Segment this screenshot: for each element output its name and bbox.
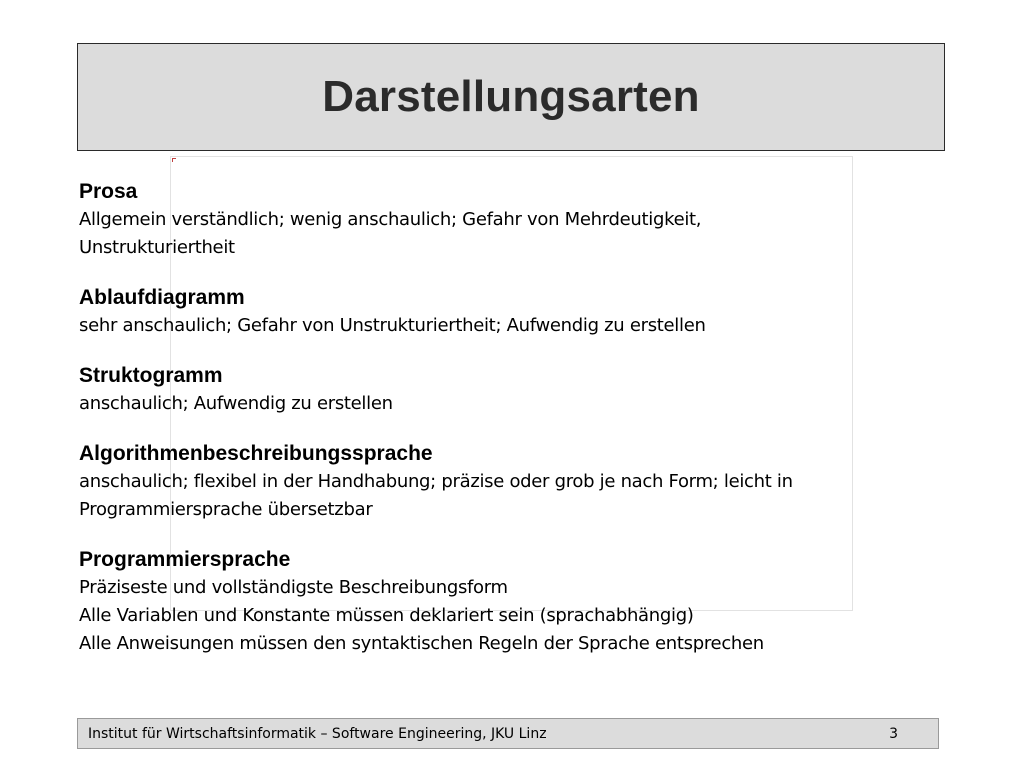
section-ablaufdiagramm [79, 284, 939, 340]
slide-footer [77, 718, 939, 749]
section-text-line: Präziseste und vollständigste Beschreibungsform [79, 577, 508, 598]
section-algorithmenbeschreibungssprache [79, 440, 939, 524]
section-text-line: anschaulich; Aufwendig zu erstellen [79, 393, 393, 414]
section-text-line: Unstrukturiertheit [79, 237, 235, 258]
section-prosa [79, 178, 939, 262]
section-text-line: anschaulich; flexibel in der Handhabung; präzise oder grob je nach Form; leicht in [79, 471, 793, 492]
page-number: 3 [889, 725, 898, 742]
section-heading: Algorithmenbeschreibungssprache [79, 442, 433, 465]
section-heading: Struktogramm [79, 364, 223, 387]
section-text-line: Alle Anweisungen müssen den syntaktischen Regeln der Sprache entsprechen [79, 633, 764, 654]
section-text-line: Programmiersprache übersetzbar [79, 499, 373, 520]
section-struktogramm [79, 362, 939, 418]
section-text-line: sehr anschaulich; Gefahr von Unstrukturiertheit; Aufwendig zu erstellen [79, 315, 706, 336]
slide-title-box [77, 43, 945, 151]
section-programmiersprache [79, 546, 939, 658]
section-heading: Prosa [79, 180, 138, 203]
object-marker-icon [172, 158, 176, 162]
section-heading: Programmiersprache [79, 548, 291, 571]
slide-title: Darstellungsarten [322, 72, 700, 121]
slide-content [79, 178, 939, 680]
section-text-line: Alle Variablen und Konstante müssen deklariert sein (sprachabhängig) [79, 605, 694, 626]
section-text-line: Allgemein verständlich; wenig anschaulich; Gefahr von Mehrdeutigkeit, [79, 209, 702, 230]
section-heading: Ablaufdiagramm [79, 286, 245, 309]
footer-institute: Institut für Wirtschaftsinformatik – Software Engineering, JKU Linz [88, 725, 547, 742]
